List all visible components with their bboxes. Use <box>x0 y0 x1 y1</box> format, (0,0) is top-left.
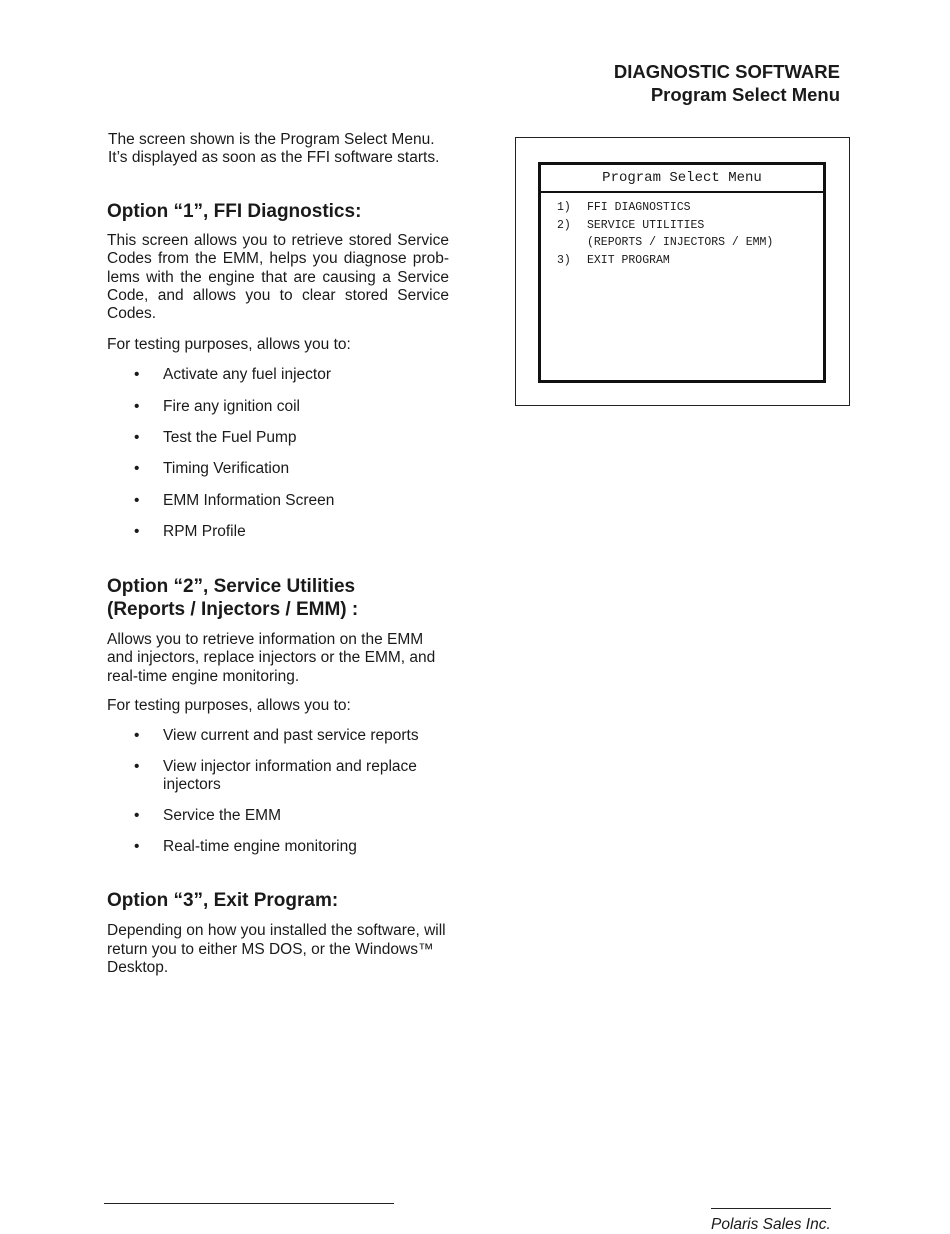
menu-item-service-utilities-subtitle: (REPORTS / INJECTORS / EMM) <box>587 236 774 249</box>
option2-bullet-list <box>107 727 449 856</box>
option3-description: Depending on how you installed the software, will return you to either MS DOS, or the Windows™ Desktop. <box>107 922 446 977</box>
list-item: • Fire any ignition coil <box>134 397 300 415</box>
option2-testing-intro: For testing purposes, allows you to: <box>107 696 351 714</box>
footer-rule-right <box>711 1208 831 1209</box>
intro-line-2: It’s displayed as soon as the FFI software starts. <box>108 149 440 167</box>
option2-title-line-1: Option “2”, Service Utilities <box>107 575 356 597</box>
footer-company: Polaris Sales Inc. <box>711 1216 831 1233</box>
header-subtitle: Program Select Menu <box>650 84 840 105</box>
list-item: • Test the Fuel Pump <box>134 429 297 447</box>
option1-testing-intro: For testing purposes, allows you to: <box>107 335 351 353</box>
menu-item-service-utilities: 2) SERVICE UTILITIES <box>557 218 705 232</box>
list-item: • Real-time engine monitoring <box>134 837 357 855</box>
menu-item-exit-program: 3) EXIT PROGRAM <box>557 253 670 267</box>
screen-title: Program Select Menu <box>541 165 823 193</box>
list-item: • Activate any fuel injector <box>134 366 332 384</box>
list-item: • Service the EMM <box>134 806 282 824</box>
program-select-screen <box>538 162 826 383</box>
option1-title: Option “1”, FFI Diagnostics: <box>107 200 362 222</box>
menu-item-ffi-diagnostics: 1) FFI DIAGNOSTICS <box>557 201 691 214</box>
list-item: • View injector information and replace injectors <box>134 757 417 794</box>
option2-description: Allows you to retrieve information on the EMM and injectors, replace injectors or the EMM, and real-time engine monitoring. <box>107 630 436 685</box>
option3-title: Option “3”, Exit Program: <box>107 890 339 912</box>
footer-rule-left <box>104 1203 394 1204</box>
list-item: • RPM Profile <box>134 523 246 541</box>
header-title: DIAGNOSTIC SOFTWARE <box>613 61 840 82</box>
list-item: • View current and past service reports <box>134 727 419 745</box>
option2-title-line-2: (Reports / Injectors / EMM) : <box>107 598 359 620</box>
page-header <box>614 60 840 106</box>
option1-description: This screen allows you to retrieve stored Service Codes from the EMM, helps you diagnose prob-lems with the engine that are causing a Service Code, and allows you to clear stored Service Codes. <box>107 231 449 323</box>
main-text-column <box>107 131 449 978</box>
screen-menu <box>541 193 823 269</box>
intro-line-1: The screen shown is the Program Select Menu. <box>108 131 435 148</box>
list-item: • Timing Verification <box>134 460 290 478</box>
option1-bullet-list <box>107 366 449 541</box>
list-item: • EMM Information Screen <box>134 491 335 509</box>
